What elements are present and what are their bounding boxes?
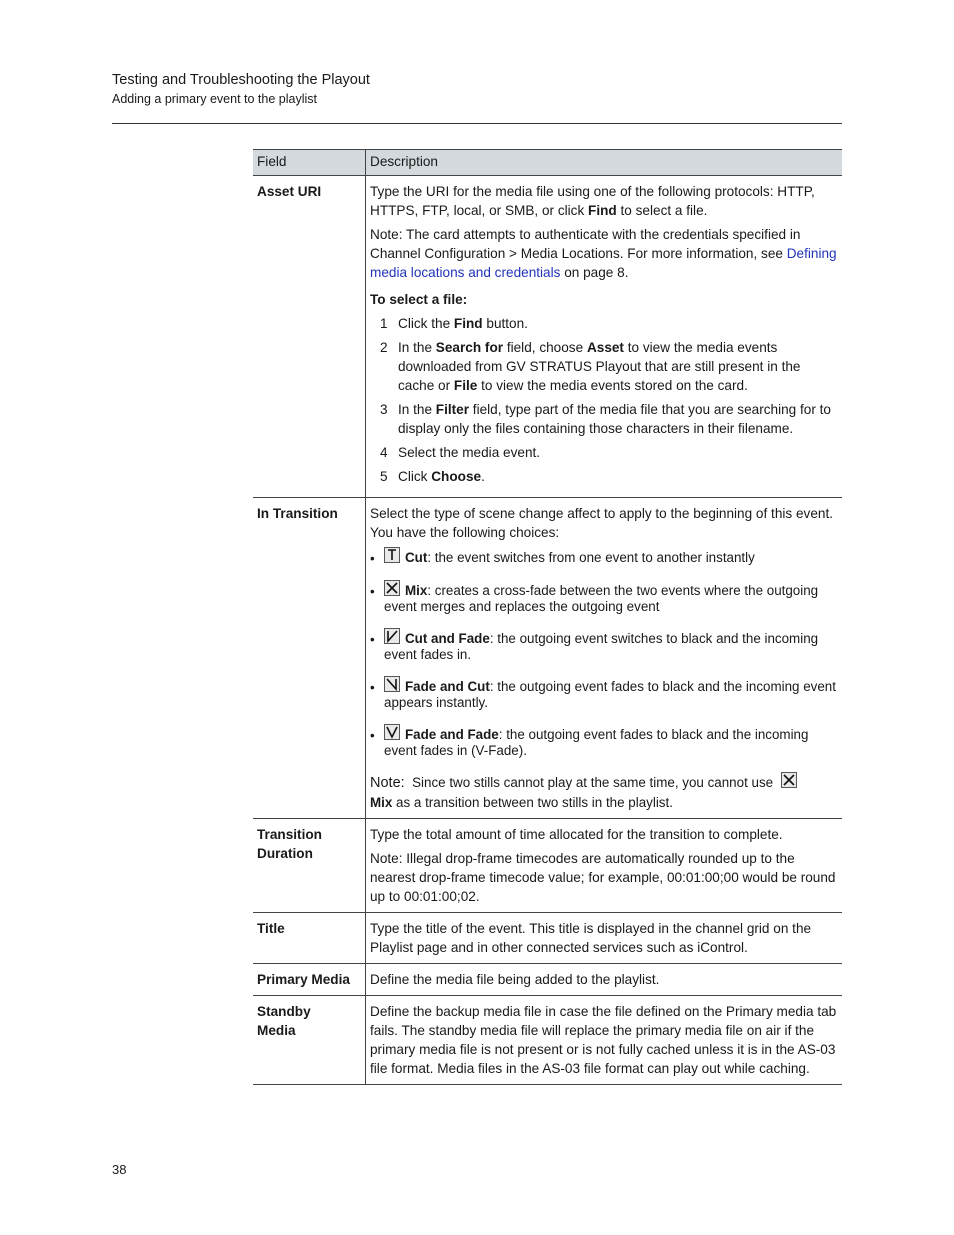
field-description [366, 819, 843, 913]
bullet: • [370, 584, 375, 599]
section-title: Adding a primary event to the playlist [112, 92, 317, 106]
ui-term: Asset [586, 340, 624, 355]
fade-and-cut-transition-icon [384, 676, 400, 692]
text-run: field, type part of the media file that you are searching for to display only the files containing those characters in their filename. [398, 402, 831, 436]
table-row-primary-media [253, 964, 842, 996]
field-name-line: Duration [257, 846, 313, 861]
field-description [366, 996, 843, 1085]
column-header-field: Field [253, 150, 366, 176]
transition-name: Mix [405, 583, 428, 598]
text-run: on page 8. [560, 265, 629, 280]
text-run: to view the media events stored on the card. [477, 378, 748, 393]
list-item [370, 628, 838, 663]
list-item [380, 400, 838, 438]
field-description-table [253, 149, 842, 1085]
text-run: : creates a cross-fade between the two events where the outgoing event merges and replaces the outgoing event [384, 583, 819, 614]
text-run: field, choose [503, 340, 587, 355]
text-run: Select the media event. [398, 445, 541, 460]
mix-transition-icon [781, 772, 797, 788]
text-run: to select a file. [616, 203, 708, 218]
ui-term: File [453, 378, 478, 393]
field-name [253, 996, 366, 1085]
transition-name: Cut [405, 550, 428, 565]
text-run: In the [398, 402, 436, 417]
field-name: Asset URI [253, 176, 366, 498]
text-run: : the outgoing event fades to black and the incoming event appears instantly. [384, 679, 836, 710]
header-rule [112, 123, 842, 124]
list-item [380, 314, 838, 333]
step-number: 3 [380, 402, 388, 417]
text-run: to view the media events downloaded from GV STRATUS Playout that are still present in the cache or [398, 340, 801, 393]
table-row-in-transition [253, 498, 842, 819]
ui-term: Find [453, 316, 483, 331]
field-description [366, 913, 843, 964]
text-run: as a transition between two stills in the playlist. [392, 795, 673, 810]
bullet: • [370, 551, 375, 566]
list-item [380, 443, 838, 462]
ui-term: Choose [431, 469, 482, 484]
ui-term: Filter [435, 402, 470, 417]
transition-name: Cut and Fade [405, 631, 490, 646]
table-row-title [253, 913, 842, 964]
text-run: . [481, 469, 485, 484]
description-text: Define the media file being added to the playlist. [370, 972, 660, 987]
cut-and-fade-transition-icon [384, 628, 400, 644]
description-text: Type the total amount of time allocated for the transition to complete. [370, 827, 783, 842]
step-number: 4 [380, 445, 388, 460]
description-text: Select the type of scene change affect to apply to the beginning of this event. You have the following choices: [370, 506, 834, 540]
cut-transition-icon [384, 547, 400, 563]
transition-name: Mix [370, 795, 393, 810]
table-header-row [253, 150, 842, 176]
procedure-heading: To select a file: [370, 292, 468, 307]
note-text: Note: Illegal drop-frame timecodes are automatically rounded up to the nearest drop-frame timecode value; for example, 00:01:00;00 would be round up to 00:01:00;02. [370, 851, 836, 904]
column-header-description: Description [366, 150, 843, 176]
step-number: 1 [380, 316, 388, 331]
transition-name: Fade and Cut [405, 679, 490, 694]
field-name-line: Media [257, 1023, 296, 1038]
table-row-asset-uri [253, 176, 842, 498]
step-number: 2 [380, 340, 388, 355]
chapter-title: Testing and Troubleshooting the Playout [112, 72, 370, 88]
table-row-standby-media [253, 996, 842, 1085]
text-run: : the outgoing event fades to black and the incoming event fades in (V-Fade). [384, 727, 809, 758]
field-name-line: Transition [257, 827, 322, 842]
note-label: Note: [370, 775, 405, 791]
step-number: 5 [380, 469, 388, 484]
field-description [366, 498, 843, 819]
list-item [370, 724, 838, 759]
text-run: Since two stills cannot play at the same time, you cannot use [404, 775, 777, 790]
field-name: In Transition [253, 498, 366, 819]
ui-term: Find [588, 203, 617, 218]
text-run: : the outgoing event switches to black and the incoming event fades in. [384, 631, 819, 662]
list-item [380, 338, 838, 395]
note-text [370, 772, 838, 812]
list-item [370, 580, 838, 615]
procedure-steps [370, 314, 838, 486]
description-text: Define the backup media file in case the file defined on the Primary media tab fails. The standby media file will replace the primary media file on air if the primary media file is not present or is not fully cached unless it is in the AS-03 file format. Media files in the AS-03 file format can play out while caching. [370, 1004, 837, 1076]
field-name: Primary Media [253, 964, 366, 996]
ui-term: Search for [435, 340, 504, 355]
list-item [370, 676, 838, 711]
field-name-line: Standby [257, 1004, 311, 1019]
page-number: 38 [112, 1162, 127, 1177]
field-description [366, 176, 843, 498]
description-text: Type the title of the event. This title is displayed in the channel grid on the Playlist page and in other connected services such as iControl. [370, 921, 812, 955]
text-run: Click [398, 469, 432, 484]
running-header [112, 70, 370, 108]
text-run: button. [482, 316, 528, 331]
mix-transition-icon [384, 580, 400, 596]
transition-choices [370, 547, 838, 759]
list-item [370, 547, 838, 567]
text-run: Click the [398, 316, 454, 331]
cross-reference-link[interactable]: Defining media locations and credentials [370, 246, 837, 280]
text-run: Type the URI for the media file using one of the following protocols: HTTP, HTTPS, FTP, local, or SMB, or click [370, 184, 815, 218]
list-item [380, 467, 838, 486]
field-name: Title [253, 913, 366, 964]
transition-name: Fade and Fade [405, 727, 499, 742]
description-text [370, 182, 838, 220]
field-description [366, 964, 843, 996]
bullet: • [370, 728, 375, 743]
field-name [253, 819, 366, 913]
table-row-transition-duration [253, 819, 842, 913]
text-run: Note: The card attempts to authenticate with the credentials specified in Channel Configuration > Media Locations. For more information, see [370, 227, 801, 261]
note-text [370, 225, 838, 282]
text-run: : the event switches from one event to another instantly [427, 550, 755, 565]
fade-and-fade-transition-icon [384, 724, 400, 740]
bullet: • [370, 632, 375, 647]
text-run: In the [398, 340, 436, 355]
bullet: • [370, 680, 375, 695]
